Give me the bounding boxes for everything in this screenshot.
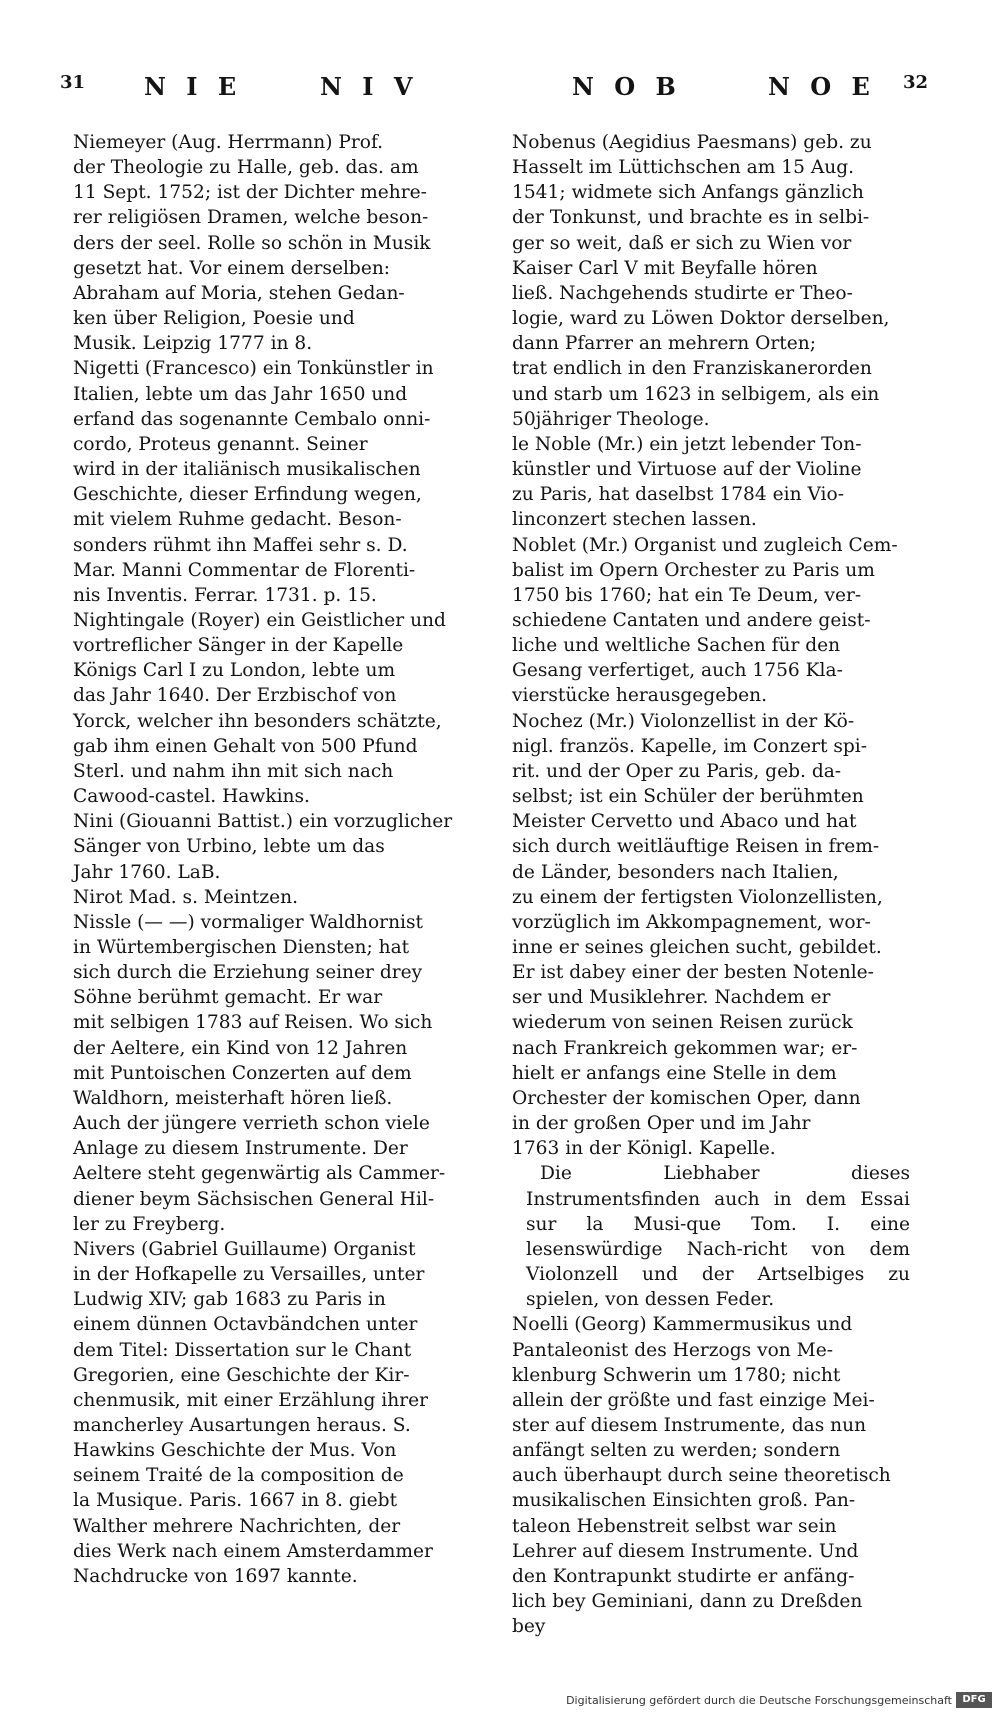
text-line: Yorck, welcher ihn besonders schätzte, [73, 710, 442, 732]
text-line: erfand das sogenannte Cembalo onni- [73, 408, 431, 430]
text-line: Königs Carl I zu London, lebte um [73, 660, 396, 682]
text-line: dem Titel: Dissertation sur le Chant [73, 1339, 412, 1361]
text-line: Orchester der komischen Oper, dann [512, 1087, 861, 1109]
dictionary-entry [512, 1312, 910, 1639]
text-line: schiedene Cantaten und andere geist- [512, 609, 871, 631]
text-line: klenburg Schwerin um 1780; nicht [512, 1364, 841, 1386]
text-line: la Musique. Paris. 1667 in 8. giebt [73, 1490, 398, 1512]
text-line: gesetzt hat. Vor einem derselben: [73, 257, 391, 279]
text-line: vorzüglich im Akkompagnement, wor- [512, 911, 871, 933]
text-line: der Theologie zu Halle, geb. das. am [73, 157, 419, 179]
text-line: le Noble (Mr.) ein jetzt lebender Ton- [512, 433, 862, 455]
text-line: Söhne berühmt gemacht. Er war [73, 987, 383, 1009]
text-line: auch überhaupt durch seine theoretisch [512, 1465, 891, 1487]
text-line: Cawood-castel. Hawkins. [73, 786, 310, 808]
text-line: Musik. Leipzig 1777 in 8. [73, 333, 313, 355]
text-line: cordo, Proteus genannt. Seiner [73, 433, 368, 455]
text-line: nach Frankreich gekommen war; er- [512, 1037, 858, 1059]
text-line: ler zu Freyberg. [73, 1213, 226, 1235]
text-line: Meister Cervetto und Abaco und hat [512, 811, 857, 833]
text-line: Nini (Giouanni Battist.) ein vorzuglicher [73, 811, 453, 833]
text-line: das Jahr 1640. Der Erzbischof von [73, 685, 397, 707]
text-line: seinem Traité de la composition de [73, 1465, 404, 1487]
dictionary-entry [512, 432, 910, 533]
text-line: Anlage zu diesem Instrumente. Der [73, 1138, 408, 1160]
text-line: liche und weltliche Sachen für den [512, 635, 841, 657]
text-line: Nigetti (Francesco) ein Tonkünstler in [73, 358, 434, 380]
dictionary-entry [73, 130, 471, 356]
text-line: chenmusik, mit einer Erzählung ihrer [73, 1389, 428, 1411]
text-line: nigl. französ. Kapelle, im Conzert spi- [512, 735, 868, 757]
text-line: künstler und Virtuose auf der Violine [512, 459, 862, 481]
text-line: Nightingale (Royer) ein Geistlicher und [73, 609, 446, 631]
dictionary-entry [73, 910, 471, 1237]
text-line: Kaiser Carl V mit Beyfalle hören [512, 257, 818, 279]
text-line: 11 Sept. 1752; ist der Dichter mehre- [73, 182, 427, 204]
text-line: vierstücke herausgegeben. [512, 685, 768, 707]
text-line: selbiges zu spielen, von dessen Feder. [526, 1264, 910, 1311]
text-line: und starb um 1623 in selbigem, als ein [512, 383, 880, 405]
text-line: Italien, lebte um das Jahr 1650 und [73, 383, 408, 405]
text-line: zu einem der fertigsten Violonzellisten, [512, 886, 883, 908]
text-line: Er ist dabey einer der besten Notenle- [512, 962, 874, 984]
text-line: logie, ward zu Löwen Doktor derselben, [512, 308, 890, 330]
text-line: Nirot Mad. s. Meintzen. [73, 886, 299, 908]
text-line: Aeltere steht gegenwärtig als Cammer- [73, 1163, 446, 1185]
text-line: Abraham auf Moria, stehen Gedan- [73, 282, 405, 304]
text-line: Hasselt im Lüttichschen am 15 Aug. [512, 157, 855, 179]
text-line: 1763 in der Königl. Kapelle. [512, 1138, 776, 1160]
text-line: wiederum von seinen Reisen zurück [512, 1012, 853, 1034]
text-line: Pantaleonist des Herzogs von Me- [512, 1339, 834, 1361]
header-keyword-left-2: N I V [320, 72, 419, 101]
header-keyword-left-1: N I E [144, 72, 243, 101]
paragraph [512, 1161, 910, 1312]
text-line: Gregorien, eine Geschichte der Kir- [73, 1364, 410, 1386]
header-keyword-right-1: N O B [572, 72, 682, 101]
text-line: Noblet (Mr.) Organist und zugleich Cem- [512, 534, 898, 556]
text-line: de Länder, besonders nach Italien, [512, 861, 839, 883]
text-line: que Tom. I. eine lesenswürdige Nach- [526, 1213, 910, 1260]
text-line: hielt er anfangs eine Stelle in dem [512, 1062, 837, 1084]
text-line: in Würtembergischen Diensten; hat [73, 937, 410, 958]
text-line: balist im Opern Orchester zu Paris um [512, 559, 875, 581]
page-number-left: 31 [60, 72, 86, 93]
dictionary-entry [512, 709, 910, 1162]
text-line: Die Liebhaber dieses Instruments [526, 1163, 910, 1210]
text-line: Nachdrucke von 1697 kannte. [73, 1565, 358, 1587]
text-line: Nissle (— —) vormaliger Waldhornist [73, 911, 424, 933]
text-line: vortreflicher Sänger in der Kapelle [73, 635, 404, 657]
dictionary-entry [512, 130, 910, 432]
text-line: sonders rühmt ihn Maffei sehr s. D. [73, 534, 408, 556]
text-line: diener beym Sächsischen General Hil- [73, 1188, 435, 1210]
text-line: dies Werk nach einem Amsterdammer [73, 1540, 433, 1562]
dictionary-entry [73, 1237, 471, 1589]
page-number-right: 32 [903, 72, 929, 93]
text-line: ser und Musiklehrer. Nachdem er [512, 987, 831, 1009]
dictionary-entry [73, 885, 471, 910]
text-line: Nochez (Mr.) Violonzellist in der Kö- [512, 710, 855, 732]
left-column [73, 130, 471, 1589]
text-line: lich bey Geminiani, dann zu Dreßden [512, 1591, 863, 1613]
text-line: Noelli (Georg) Kammermusikus und [512, 1314, 853, 1336]
text-line: finden auch in dem Essai sur la Musi- [526, 1188, 910, 1235]
text-line: Nivers (Gabriel Guillaume) Organist [73, 1238, 416, 1260]
running-header [60, 72, 930, 108]
text-line: einem dünnen Octavbändchen unter [73, 1314, 418, 1336]
dictionary-entry [73, 356, 471, 608]
text-line: ster auf diesem Instrumente, das nun [512, 1414, 867, 1436]
text-line: 1541; widmete sich Anfangs gänzlich [512, 182, 864, 204]
dictionary-entry [73, 809, 471, 884]
text-line: nis Inventis. Ferrar. 1731. p. 15. [73, 584, 377, 606]
text-line: Ludwig XIV; gab 1683 zu Paris in [73, 1289, 386, 1311]
text-line: in der großen Oper und im Jahr [512, 1113, 811, 1135]
digitization-credit: Digitalisierung gefördert durch die Deutsche Forschungsgemeinschaft [566, 1694, 952, 1707]
text-line: richt von dem Violonzell und der Art [526, 1238, 910, 1286]
text-line: sich durch weitläuftige Reisen in frem- [512, 836, 880, 858]
text-line: Lehrer auf diesem Instrumente. Und [512, 1540, 859, 1562]
text-line: ger so weit, daß er sich zu Wien vor [512, 232, 852, 254]
text-line: Sterl. und nahm ihn mit sich nach [73, 760, 394, 782]
text-line: Nobenus (Aegidius Paesmans) geb. zu [512, 132, 872, 153]
text-line: mit vielem Ruhme gedacht. Beson- [73, 509, 402, 531]
text-line: inne er seines gleichen sucht, gebildet. [512, 937, 882, 958]
text-line: Waldhorn, meisterhaft hören ließ. [73, 1087, 393, 1109]
text-line: rer religiösen Dramen, welche beson- [73, 207, 429, 229]
dictionary-entry [73, 608, 471, 809]
text-line: 50jähriger Theologe. [512, 408, 710, 430]
dictionary-entry [512, 533, 910, 709]
text-line: den Kontrapunkt studirte er anfäng- [512, 1565, 855, 1587]
text-line: Gesang verfertiget, auch 1756 Kla- [512, 660, 843, 682]
text-line: musikalischen Einsichten groß. Pan- [512, 1490, 856, 1512]
text-line: gab ihm einen Gehalt von 500 Pfund [73, 735, 418, 757]
text-line: selbst; ist ein Schüler der berühmten [512, 786, 864, 808]
dfg-logo: DFG [956, 1692, 992, 1708]
text-line: Mar. Manni Commentar de Florenti- [73, 559, 416, 581]
text-line: allein der größte und fast einzige Mei- [512, 1389, 875, 1411]
header-keyword-right-2: N O E [768, 72, 876, 101]
text-line: der Aeltere, ein Kind von 12 Jahren [73, 1037, 408, 1059]
text-line: ken über Religion, Poesie und [73, 308, 355, 330]
text-line: Auch der jüngere verrieth schon viele [73, 1113, 430, 1135]
text-line: trat endlich in den Franziskanerorden [512, 358, 872, 380]
text-line: der Tonkunst, und brachte es in selbi- [512, 207, 870, 229]
text-line: taleon Hebenstreit selbst war sein [512, 1515, 837, 1537]
text-line: in der Hofkapelle zu Versailles, unter [73, 1264, 425, 1286]
text-line: Geschichte, dieser Erfindung wegen, [73, 484, 422, 506]
text-line: Jahr 1760. LaB. [73, 861, 221, 883]
text-line: zu Paris, hat daselbst 1784 ein Vio- [512, 484, 844, 506]
text-line: rit. und der Oper zu Paris, geb. da- [512, 760, 842, 782]
text-line: bey [512, 1616, 546, 1638]
text-line: mit Puntoischen Conzerten auf dem [73, 1062, 412, 1084]
text-line: mancherley Ausartungen heraus. S. [73, 1414, 411, 1436]
text-line: 1750 bis 1760; hat ein Te Deum, ver- [512, 584, 862, 606]
text-line: dann Pfarrer an mehrern Orten; [512, 333, 817, 355]
text-line: wird in der italiänisch musikalischen [73, 459, 421, 481]
text-line: Walther mehrere Nachrichten, der [73, 1515, 401, 1537]
text-line: ließ. Nachgehends studirte er Theo- [512, 282, 853, 304]
text-line: sich durch die Erziehung seiner drey [73, 962, 423, 984]
text-line: anfängt selten zu werden; sondern [512, 1440, 841, 1462]
text-line: Sänger von Urbino, lebte um das [73, 836, 385, 858]
text-line: linconzert stechen lassen. [512, 509, 757, 531]
text-line: Hawkins Geschichte der Mus. Von [73, 1440, 397, 1462]
text-line: ders der seel. Rolle so schön in Musik [73, 232, 431, 254]
footer [0, 1690, 1000, 1712]
text-line: mit selbigen 1783 auf Reisen. Wo sich [73, 1012, 433, 1034]
right-column [512, 130, 910, 1639]
text-line: Niemeyer (Aug. Herrmann) Prof. [73, 132, 384, 153]
